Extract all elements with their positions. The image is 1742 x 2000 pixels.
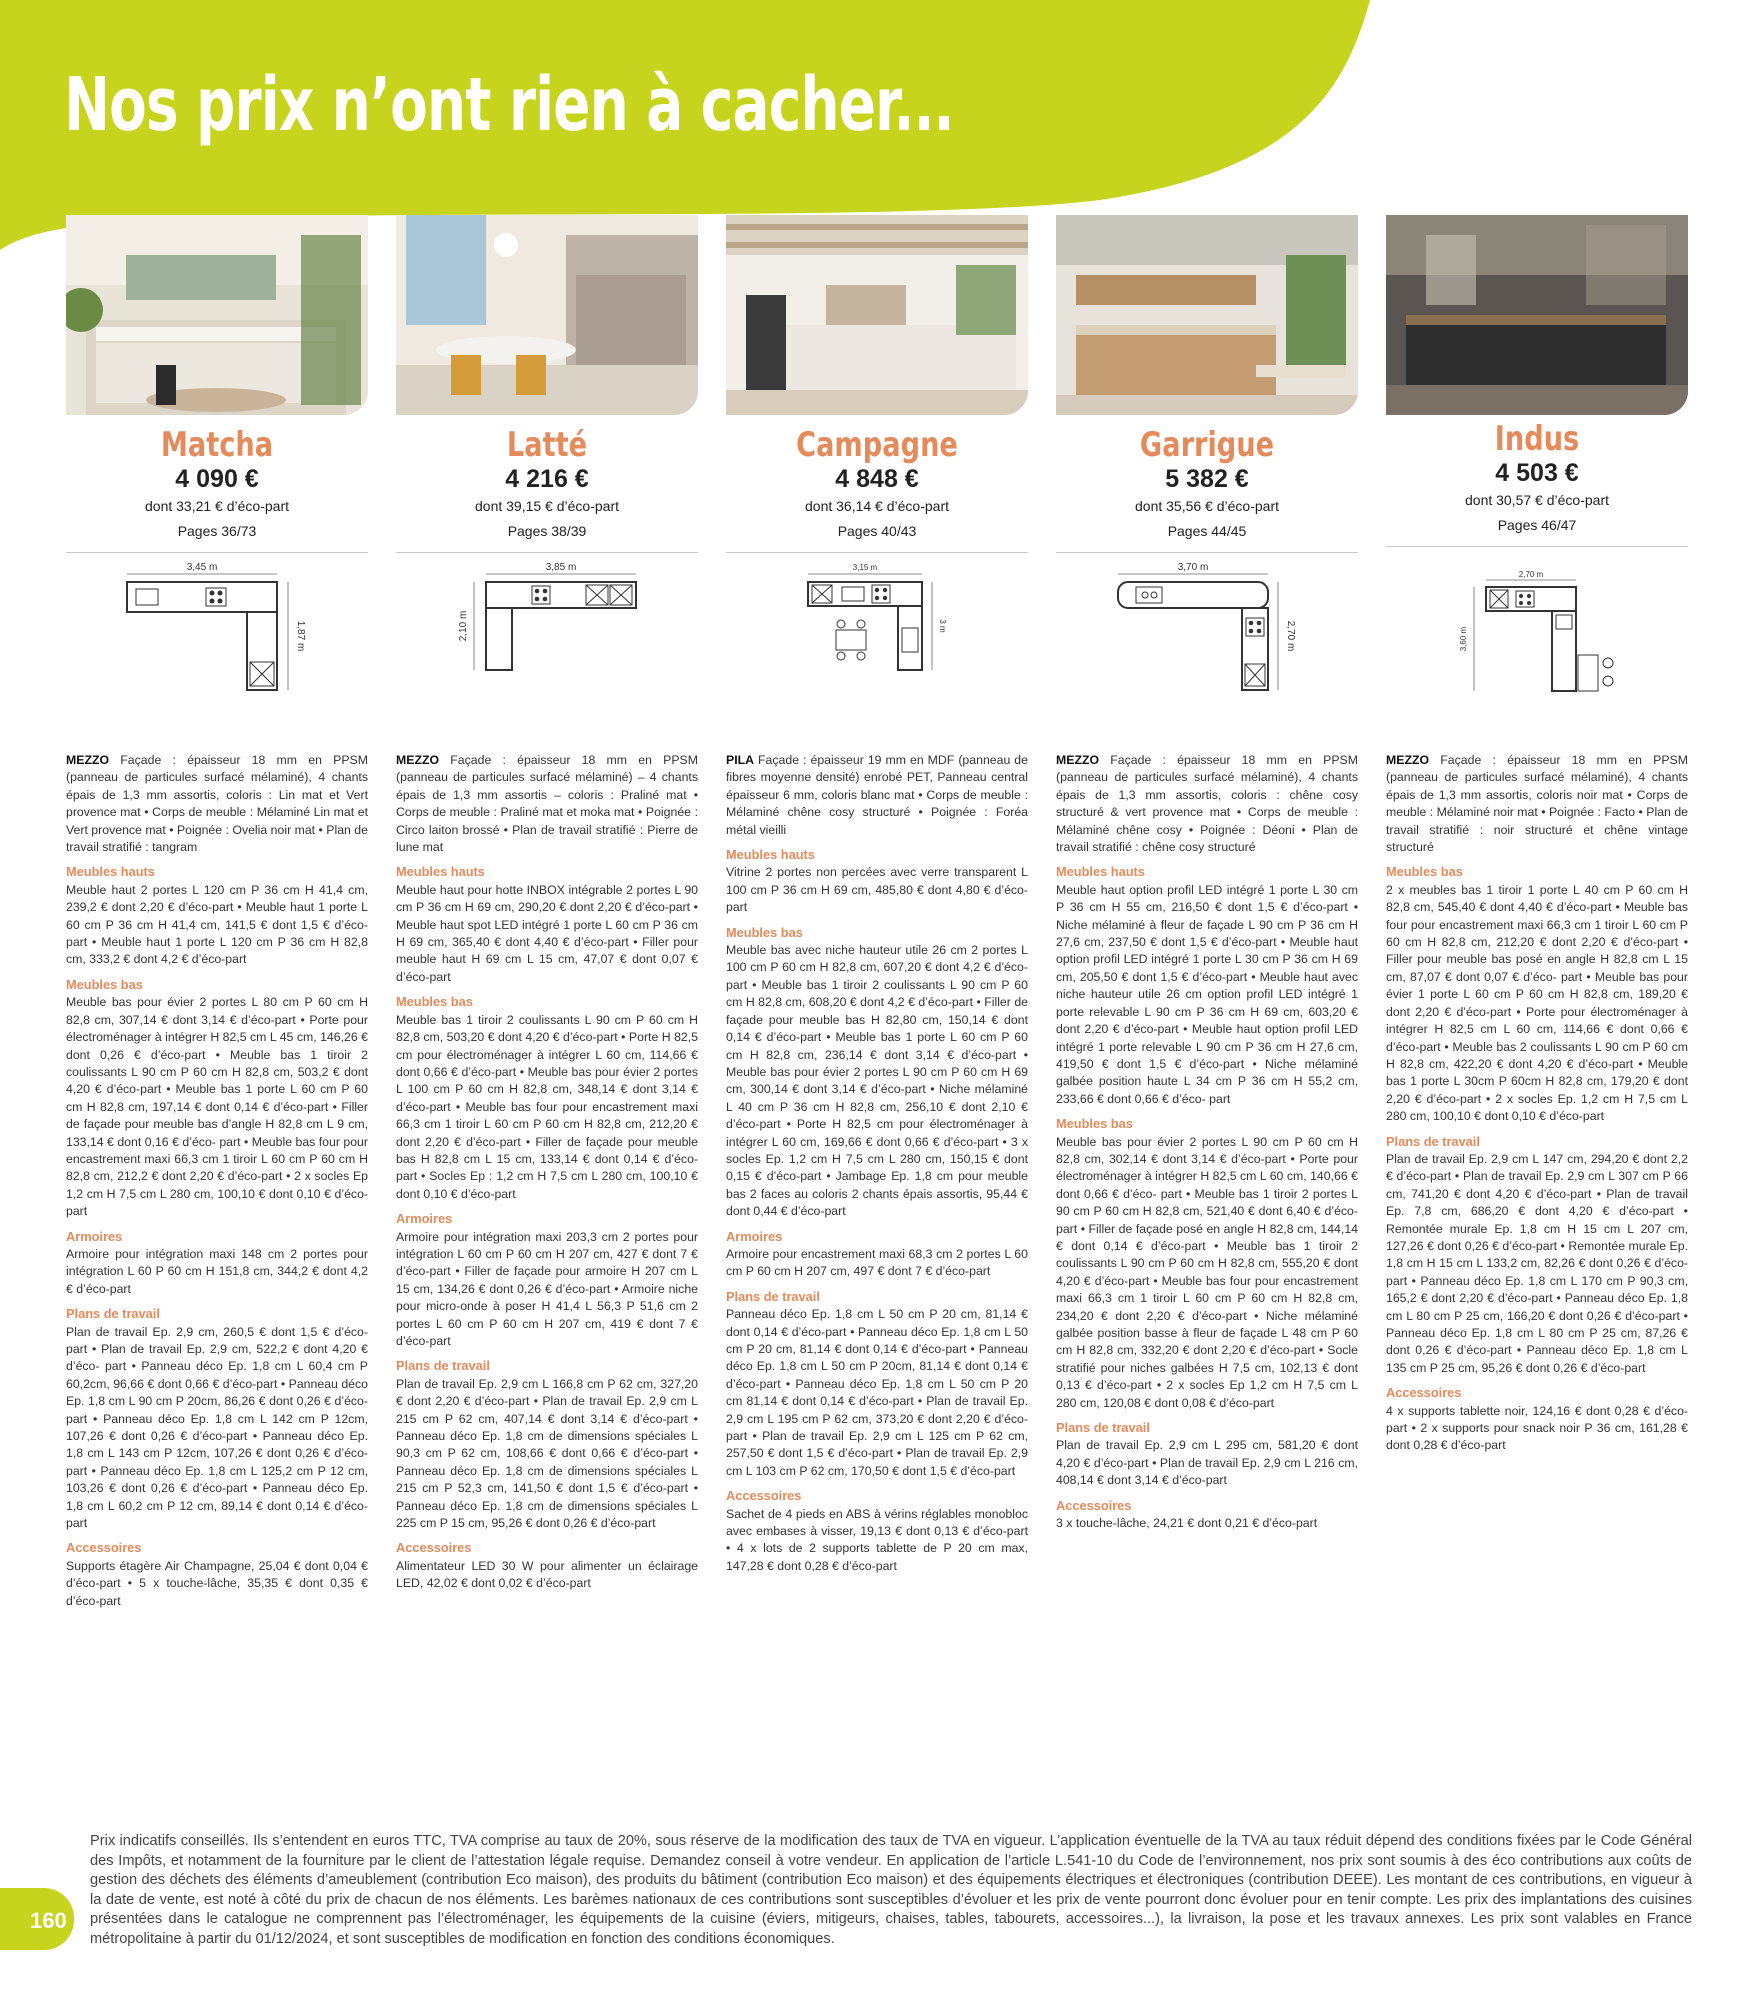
- section-title: Accessoires: [1386, 1385, 1462, 1401]
- plan-depth-label: 2,10 m: [458, 610, 469, 642]
- kitchen-photo: [1056, 215, 1358, 415]
- plan-width-label: 2,70 m: [1518, 570, 1544, 579]
- model-name: Campagne: [796, 425, 958, 465]
- intro-paragraph: [726, 752, 1028, 839]
- section-body: Meuble haut pour hotte INBOX intégrable 2 portes L 90 cm P 36 cm H 69 cm, 290,20 € dont 2,20 € d’éco-part • Meuble haut spot LED intégré 1 porte L 60 cm P 36 cm H 69 cm, 365,40 € dont 4,40 € d’éco-part • Filler pour meuble haut H 69 cm L 15 cm, 47,07 € dont 0,07 € d’éco-part: [396, 882, 698, 984]
- intro-text: Façade : épaisseur 19 mm en MDF (panneau de fibres moyenne densité) enrobé PET, Panneau central épaisseur 6 mm, coloris blanc mat • Corps de meuble : Mélaminé chêne cosy structuré • Poignée : Foréa métal vieilli: [726, 753, 1028, 837]
- kitchen-column-latte: [396, 215, 698, 1775]
- section-title: Armoires: [726, 1228, 783, 1244]
- kitchen-photo: [726, 215, 1028, 415]
- divider: [1386, 546, 1688, 547]
- section-title: Meubles hauts: [726, 847, 815, 863]
- section-title: Plans de travail: [726, 1288, 820, 1304]
- model-name: Garrigue: [1139, 425, 1275, 465]
- section-body: Vitrine 2 portes non percées avec verre transparent L 100 cm P 36 cm H 69 cm, 485,80 € dont 4,80 € d’éco-part: [726, 865, 1028, 915]
- catalog-pages: Pages 38/39: [507, 523, 587, 539]
- legal-footnote: Prix indicatifs conseillés. Ils s’entendent en euros TTC, TVA comprise au taux de 20%, sous réserve de la modification des taux de TVA en vigueur. L’application éventuelle de la TVA au taux réduit dépend des conditions fixées par le Code Général des Impôts, et notamment de la fourniture par le client de l’attestation légale requise. Demandez conseil à votre vendeur. En application de l’article L.541-10 du Code de l’environnement, nos prix sont soumis à des éco contributions aux coûts de gestion des déchets des éléments d’ameublement (contribution Eco maison), des produits du bâtiment (contribution Eco maison) et des équipements électriques et électroniques (contribution DEEE). Les montant de ces contributions, en vigueur à la date de vente, est noté à côté du prix de chacun de nos éléments. Les barèmes nationaux de ces contributions sont susceptibles d’évoluer et les prix de vente pourront donc évoluer pour en tenir compte. Les prix des implantations des cuisines présentées dans le catalogue ne comprennent pas l’électroménager, les équipements de la cuisine (éviers, mitigeurs, chaises, tables, tabourets, accessoires...), la livraison, la pose et les travaux annexes. Les prix sont valables en France métropolitaine à partir du 01/12/2024, et sont susceptibles de modification en fonction des conditions économiques.: [90, 1833, 1692, 1947]
- section-title: Accessoires: [396, 1540, 472, 1556]
- range-name: MEZZO: [66, 753, 110, 767]
- floor-plan: [1386, 570, 1688, 710]
- eco-part: dont 39,15 € d’éco-part: [475, 498, 619, 514]
- section-body: Meuble haut 2 portes L 120 cm P 36 cm H 41,4 cm, 239,2 € dont 2,20 € d’éco-part • Meuble haut 1 porte L 60 cm P 36 cm H 41,4 cm, 141,5 € dont 1,5 € d’éco-part • Meuble haut 1 porte L 120 cm P 36 cm H 82,8 cm, 333,2 € dont 4,2 € d’éco-part: [66, 882, 368, 967]
- catalog-pages: Pages 44/45: [1167, 523, 1247, 539]
- intro-paragraph: [1056, 752, 1358, 856]
- floor-plan: [726, 560, 1028, 700]
- eco-part: dont 33,21 € d’éco-part: [145, 498, 289, 514]
- section-title: Meubles bas: [396, 994, 473, 1010]
- page-title: Nos prix n’ont rien à cacher...: [64, 62, 954, 148]
- section-body: Armoire pour intégration maxi 203,3 cm 2 portes pour intégration L 60 cm P 60 cm H 207 cm, 427 € dont 7 € d’éco-part • Filler de façade pour armoire H 207 cm L 15 cm, 134,26 € dont 0,26 € d’éco-part • Armoire niche pour micro-onde à poser H 41,4 L 56,3 P 51,6 cm 2 portes L 60 cm P 60 cm H 207 cm, 419 € dont 7 € d’éco-part: [396, 1229, 698, 1348]
- section-body: Meuble bas pour évier 2 portes L 80 cm P 60 cm H 82,8 cm, 307,14 € dont 3,14 € d’éco-part • Porte pour électroménager à intégrer H 82,5 cm L 45 cm, 146,26 € dont 0,26 € d’éco-part • Meuble bas 1 tiroir 2 coulissants L 90 cm P 60 cm H 82,8 cm, 503,2 € dont 4,20 € d’éco-part • Meuble bas 1 porte L 60 cm P 60 cm H 82,8 cm, 197,14 € dont 0,14 € d’éco-part • Filler de façade pour meuble bas d’angle H 82,8 cm L 9 cm, 133,14 € dont 0,16 € d’éco- part • Meuble bas four pour encastrement maxi 66,3 cm 1 tiroir L 60 cm P 60 cm H 82,8 cm, 212,2 € dont 2,20 € d’éco-part • 2 x socles Ep 1,2 cm H 7,5 cm L 280 cm, 100,10 € dont 0,10 € d’éco-part: [66, 995, 368, 1219]
- floor-plan: [66, 560, 368, 700]
- section-title: Accessoires: [726, 1488, 802, 1504]
- model-name: Matcha: [160, 425, 274, 465]
- section-title: Meubles bas: [1056, 1116, 1133, 1132]
- section-title: Meubles hauts: [1056, 864, 1145, 880]
- kitchen-column-matcha: [66, 215, 368, 1775]
- section-body: Supports étagère Air Champagne, 25,04 € dont 0,04 € d’éco-part • 5 x touche-lâche, 35,35 € dont 0,35 € d’éco-part: [66, 1558, 368, 1608]
- kitchen-description: [726, 752, 1028, 1575]
- section-body: Meuble bas avec niche hauteur utile 26 cm 2 portes L 100 cm P 60 cm H 82,8 cm, 607,20 € dont 4,2 € d’éco-part • Meuble bas 1 tiroir 2 coulissants L 90 cm P 60 cm H 82,8 cm, 608,20 € dont 4,2 € d’éco-part • Filler de façade pour meuble bas H 82,80 cm, 150,14 € dont 0,14 € d’éco-part • Meuble bas 1 porte L 60 cm P 60 cm H 82,8 cm, 236,14 € dont 3,14 € d’éco-part • Meuble bas pour évier 2 portes L 90 cm P 60 cm H 69 cm, 300,14 € dont 3,14 € d’éco-part • Niche mélaminé L 40 cm P 36 cm H 82,8 cm, 256,10 € dont 2,10 € d’éco-part • Porte H 82,5 cm pour électroménager à intégrer L 60 cm, 169,66 € dont 0,66 € d’éco-part • 3 x socles Ep. 1,2 cm H 7,5 cm L 280 cm, 150,15 € dont 0,15 € d’éco-part • Jambage Ep. 1,8 cm pour meuble bas 2 faces au coloris 2 chants épais assortis, 95,44 € dont 0,44 € d’éco-part: [726, 943, 1028, 1219]
- section-title: Meubles bas: [1386, 864, 1463, 880]
- section-body: Armoire pour encastrement maxi 68,3 cm 2 portes L 60 cm P 60 cm H 207 cm, 497 € dont 7 € d’éco-part: [726, 1246, 1028, 1279]
- section-title: Plans de travail: [66, 1306, 160, 1322]
- floor-plan: [396, 560, 698, 700]
- kitchen-column-garrigue: [1056, 215, 1358, 1775]
- model-price: 4 503 €: [1495, 459, 1579, 487]
- kitchen-columns: [66, 215, 1692, 1775]
- intro-paragraph: [66, 752, 368, 856]
- range-name: MEZZO: [1056, 753, 1100, 767]
- model-price: 4 090 €: [175, 465, 259, 493]
- plan-width-label: 3,70 m: [1177, 562, 1209, 573]
- model-price: 4 216 €: [505, 465, 589, 493]
- section-title: Meubles hauts: [396, 864, 485, 880]
- plan-width-label: 3,85 m: [545, 562, 577, 573]
- divider: [396, 552, 698, 553]
- model-name: Latté: [506, 425, 588, 465]
- floor-plan: [1056, 560, 1358, 700]
- range-name: MEZZO: [396, 753, 440, 767]
- section-title: Accessoires: [1056, 1497, 1132, 1513]
- page-number: 160: [30, 1908, 67, 1933]
- section-body: 4 x supports tablette noir, 124,16 € dont 0,28 € d’éco-part • 2 x supports pour snack noir P 36 cm, 161,28 € dont 0,28 € d’éco-part: [1386, 1403, 1688, 1453]
- divider: [66, 552, 368, 553]
- section-body: 3 x touche-lâche, 24,21 € dont 0,21 € d’éco-part: [1056, 1516, 1318, 1531]
- header-banner: [0, 0, 1742, 250]
- model-price: 5 382 €: [1165, 465, 1249, 493]
- section-body: Panneau déco Ep. 1,8 cm L 50 cm P 20 cm, 81,14 € dont 0,14 € d’éco-part • Panneau déco Ep. 1,8 cm L 50 cm P 20 cm, 81,14 € dont 0,14 € d’éco-part • Panneau déco Ep. 1,8 cm L 50 cm P 20cm, 81,14 € dont 0,14 € d’éco-part • Panneau déco Ep. 1,8 cm L 50 cm P 20 cm 81,14 € dont 0,14 € d’éco-part • Plan de travail Ep. 2,9 cm L 195 cm P 62 cm, 373,20 € dont 2,20 € d’éco-part • Plan de travail Ep. 2,9 cm L 125 cm P 62 cm, 257,50 € dont 1,5 € d’éco-part • Plan de travail Ep. 2,9 cm L 103 cm P 62 cm, 170,50 € dont 1,5 € d’éco-part: [726, 1307, 1028, 1478]
- section-body: Plan de travail Ep. 2,9 cm L 166,8 cm P 62 cm, 327,20 € dont 2,20 € d’éco-part • Plan de travail Ep. 2,9 cm L 215 cm P 62 cm, 407,14 € dont 3,14 € d’éco-part • Panneau déco Ep. 1,8 cm de dimensions spéciales L 90,3 cm P 62 cm, 108,66 € dont 0,66 € d’éco-part • Panneau déco Ep. 1,8 cm de dimensions spéciales L 215 cm P 52,3 cm, 141,50 € dont 1,5 € d’éco-part • Panneau déco Ep. 1,8 cm de dimensions spéciales L 225 cm P 15 cm, 95,26 € dont 0,26 € d’éco-part: [396, 1376, 698, 1531]
- catalog-pages: Pages 40/43: [837, 523, 917, 539]
- kitchen-photo: [1386, 215, 1688, 415]
- section-body: Plan de travail Ep. 2,9 cm L 147 cm, 294,20 € dont 2,2 € d’éco-part • Plan de travail Ep. 2,9 cm L 307 cm P 66 cm, 741,20 € dont 4,20 € d’éco-part • Plan de travail Ep. 7,8 cm, 686,20 € dont 4,20 € d’éco-part • Remontée murale Ep. 1,8 cm H 15 cm L 207 cm, 127,26 € dont 0,26 € d’éco-part • Remontée murale Ep. 1,8 cm H 15 cm L 133,2 cm, 82,26 € dont 0,26 € d’éco-part • Panneau déco Ep. 1,8 cm L 170 cm P 90,3 cm, 165,2 € dont 2,20 € d’éco-part • Panneau déco Ep. 1,8 cm L 80 cm P 25 cm, 166,20 € dont 0,26 € d’éco-part • Panneau déco Ep. 1,8 cm L 80 cm P 25 cm, 87,26 € dont 0,26 € d’éco-part • Panneau déco Ep. 1,8 cm L 135 cm P 25 cm, 95,26 € dont 0,26 € d’éco-part: [1386, 1151, 1688, 1375]
- divider: [726, 552, 1028, 553]
- section-title: Accessoires: [66, 1540, 142, 1556]
- catalog-pages: Pages 46/47: [1497, 517, 1577, 533]
- kitchen-description: [1056, 752, 1358, 1532]
- catalog-pages: Pages 36/73: [177, 523, 257, 539]
- section-body: Meuble bas 1 tiroir 2 coulissants L 90 cm P 60 cm H 82,8 cm, 503,20 € dont 4,20 € d’éco-part • Porte H 82,5 cm pour électroménager à intégrer L 60 cm, 114,66 € dont 0,66 € d’éco-part • Meuble bas pour évier 2 portes L 100 cm P 60 cm H 82,8 cm, 348,14 € dont 3,14 € d’éco-part • Meuble bas four pour encastrement maxi 66,3 cm 1 tiroir L 60 cm P 60 cm H 82,8 cm, 212,20 € dont 2,20 € d’éco-part • Filler de façade pour meuble bas H 82,8 cm L 15 cm, 133,14 € dont 0,14 € d’éco-part • Socles Ep : 1,2 cm H 7,5 cm L 280 cm, 100,10 € dont 0,10 € d’éco-part: [396, 1012, 698, 1201]
- plan-depth-label: 3,60 m: [1459, 626, 1468, 652]
- eco-part: dont 36,14 € d’éco-part: [805, 498, 949, 514]
- section-title: Plans de travail: [1056, 1420, 1150, 1436]
- section-body: Armoire pour intégration maxi 148 cm 2 portes pour intégration L 60 P 60 cm H 151,8 cm, 344,2 € dont 4,2 € d’éco-part: [66, 1246, 368, 1296]
- plan-depth-label: 3 m: [938, 619, 947, 633]
- model-price: 4 848 €: [835, 465, 919, 493]
- section-title: Plans de travail: [396, 1358, 490, 1374]
- plan-width-label: 3,45 m: [186, 562, 218, 573]
- kitchen-description: [1386, 752, 1688, 1455]
- intro-text: Façade : épaisseur 18 mm en PPSM (panneau de particules surfacé mélaminé) – 4 chants épais de 1,3 mm assortis – coloris : Praliné mat • Corps de meuble : Praliné mat et moka mat • Poignée : Circo laiton brossé • Plan de travail stratifié : Pierre de lune mat: [396, 753, 698, 855]
- intro-text: Façade : épaisseur 18 mm en PPSM (panneau de particules surfacé mélaminé), 4 chants épais de 1,3 mm assortis, coloris : chêne cosy structuré & vert provence mat • Corps de meuble : Mélaminé chêne cosy • Poignée : Déoni • Plan de travail stratifié : chêne cosy structuré: [1056, 753, 1358, 855]
- plan-width-label: 3,15 m: [852, 563, 878, 572]
- section-body: Meuble haut option profil LED intégré 1 porte L 30 cm P 36 cm H 55 cm, 216,50 € dont 1,5 € d’éco-part • Niche mélaminé à fleur de façade L 90 cm P 36 cm H 27,6 cm, 237,50 € dont 1,5 € d’éco-part • Meuble haut option profil LED intégré 1 porte L 30 cm P 36 cm H 69 cm, 205,50 € dont 1,5 € d’éco-part • Meuble haut avec niche hauteur utile 26 cm option profil LED intégré 1 porte relevable L 90 cm P 36 cm H 69 cm, 603,20 € dont 2,20 € d’éco-part • Meuble haut option profil LED intégré 1 porte relevable L 90 cm P 36 cm H 27,6 cm, 419,50 € dont 1,5 € d’éco-part • Niche mélaminé galbée position haute L 34 cm P 36 cm H 55,2 cm, 233,66 € dont 0,66 € d’éco- part: [1056, 882, 1358, 1106]
- eco-part: dont 30,57 € d’éco-part: [1465, 492, 1609, 508]
- section-body: 2 x meubles bas 1 tiroir 1 porte L 40 cm P 60 cm H 82,8 cm, 545,40 € dont 4,40 € d’éco-part • Meuble bas four pour encastrement maxi 66,3 cm 1 tiroir L 60 cm P 60 cm H 82,8 cm, 212,20 € dont 2,20 € d’éco-part • Filler pour meuble bas posé en angle H 82,8 cm L 15 cm, 87,07 € dont 0,07 € d’éco- part • Meuble bas pour évier 1 porte L 60 cm P 60 cm H 82,8 cm, 189,20 € dont 2,20 € d’éco-part • Porte pour électroménager à intégrer H 82,5 cm L 60 cm, 114,66 € dont 0,66 € d’éco-part • Meuble bas 2 coulissants L 90 cm P 60 cm H 82,8 cm, 422,20 € dont 4,20 € d’éco-part • Meuble bas 1 porte L 30cm P 60cm H 82,8 cm, 179,20 € dont 2,20 € d’éco-part • 2 x socles Ep. 1,2 cm H 7,5 cm L 280 cm, 100,10 € dont 0,10 € d’éco-part: [1386, 882, 1688, 1124]
- section-body: Alimentateur LED 30 W pour alimenter un éclairage LED, 42,02 € dont 0,02 € d’éco-part: [396, 1558, 698, 1591]
- section-title: Meubles hauts: [66, 864, 155, 880]
- kitchen-description: [396, 752, 698, 1593]
- eco-part: dont 35,56 € d’éco-part: [1135, 498, 1279, 514]
- intro-text: Façade : épaisseur 18 mm en PPSM (panneau de particules surfacé mélaminé), 4 chants épais de 1,3 mm assortis, coloris noir mat • Corps de meuble : Mélaminé noir mat • Poignée : Facto • Plan de travail stratifié : noir structuré et chêne vintage structuré: [1386, 753, 1688, 855]
- divider: [1056, 552, 1358, 553]
- section-body: Meuble bas pour évier 2 portes L 90 cm P 60 cm H 82,8 cm, 302,14 € dont 3,14 € d’éco-part • Porte pour électroménager à intégrer H 82,5 cm L 60 cm, 140,66 € dont 0,66 € d’éco- part • Meuble bas 1 tiroir 2 portes L 90 cm P 60 cm H 82,8 cm, 521,40 € dont 6,40 € d’éco-part • Filler de façade posé en angle H 82,8 cm, 144,14 € dont 0,14 € d’éco-part • Meuble bas 1 tiroir 2 coulissants L 90 cm P 60 cm H 82,8 cm, 555,20 € dont 4,20 € d’éco-part • Meuble bas four pour encastrement maxi 66,3 cm 1 tiroir L 60 cm P 60 cm H 82,8 cm, 234,20 € dont 2,20 € d’éco-part • Niche mélaminé galbée position basse à fleur de façade L 48 cm P 60 cm H 82,8 cm, 332,20 € dont 2,20 € d’éco-part • Socle stratifié pour niches galbées H 7,5 cm, 102,13 € dont 0,13 € d’éco-part • 2 x socles Ep 1,2 cm H 7,5 cm L 280 cm, 120,08 € dont 0,08 € d’éco-part: [1056, 1134, 1358, 1410]
- intro-paragraph: [396, 752, 698, 856]
- section-title: Meubles bas: [726, 924, 803, 940]
- section-body: Plan de travail Ep. 2,9 cm, 260,5 € dont 1,5 € d’éco-part • Plan de travail Ep. 2,9 cm, 522,2 € dont 4,20 € d’éco- part • Panneau déco Ep. 1,8 cm L 60,4 cm P 60,2cm, 96,66 € dont 0,66 € d’éco-part • Panneau déco Ep. 1,8 cm L 90 cm P 20cm, 86,26 € dont 0,26 € d’éco-part • Panneau déco Ep. 1,8 cm L 142 cm P 12cm, 107,26 € dont 0,26 € d’éco-part • Panneau déco Ep. 1,8 cm L 143 cm P 12cm, 107,26 € dont 0,26 € d’éco-part • Panneau déco Ep. 1,8 cm L 125,2 cm P 12 cm, 103,26 € dont 0,26 € d’éco-part • Panneau déco Ep. 1,8 cm L 60,2 cm P 12 cm, 89,14 € dont 0,14 € d’éco-part: [66, 1324, 368, 1531]
- intro-paragraph: [1386, 752, 1688, 856]
- kitchen-column-campagne: [726, 215, 1028, 1775]
- kitchen-description: [66, 752, 368, 1610]
- section-title: Armoires: [396, 1211, 453, 1227]
- model-name: Indus: [1494, 419, 1580, 459]
- kitchen-column-indus: [1386, 215, 1688, 1775]
- section-title: Meubles bas: [66, 976, 143, 992]
- plan-depth-label: 2,70 m: [1285, 620, 1296, 652]
- range-name: MEZZO: [1386, 753, 1430, 767]
- section-title: Plans de travail: [1386, 1133, 1480, 1149]
- range-name: PILA: [726, 753, 755, 767]
- kitchen-photo: [66, 215, 368, 415]
- kitchen-photo: [396, 215, 698, 415]
- section-body: Plan de travail Ep. 2,9 cm L 295 cm, 581,20 € dont 4,20 € d’éco-part • Plan de travail Ep. 2,9 cm L 216 cm, 408,14 € dont 3,14 € d’éco-part: [1056, 1438, 1358, 1488]
- intro-text: Façade : épaisseur 18 mm en PPSM (panneau de particules surfacé mélaminé), 4 chants épais de 1,3 mm assortis, coloris : Lin mat et Vert provence mat • Corps de meuble : Mélaminé Lin mat et Vert provence mat • Poignée : Ovelia noir mat • Plan de travail stratifié : tangram: [66, 753, 368, 855]
- section-body: Sachet de 4 pieds en ABS à vérins réglables monobloc avec embases à visser, 19,13 € dont 0,13 € d’éco-part • 4 x lots de 2 supports tablette de P 20 cm max, 147,28 € dont 0,28 € d’éco-part: [726, 1506, 1028, 1573]
- plan-depth-label: 1,87 m: [295, 620, 306, 652]
- section-title: Armoires: [66, 1228, 123, 1244]
